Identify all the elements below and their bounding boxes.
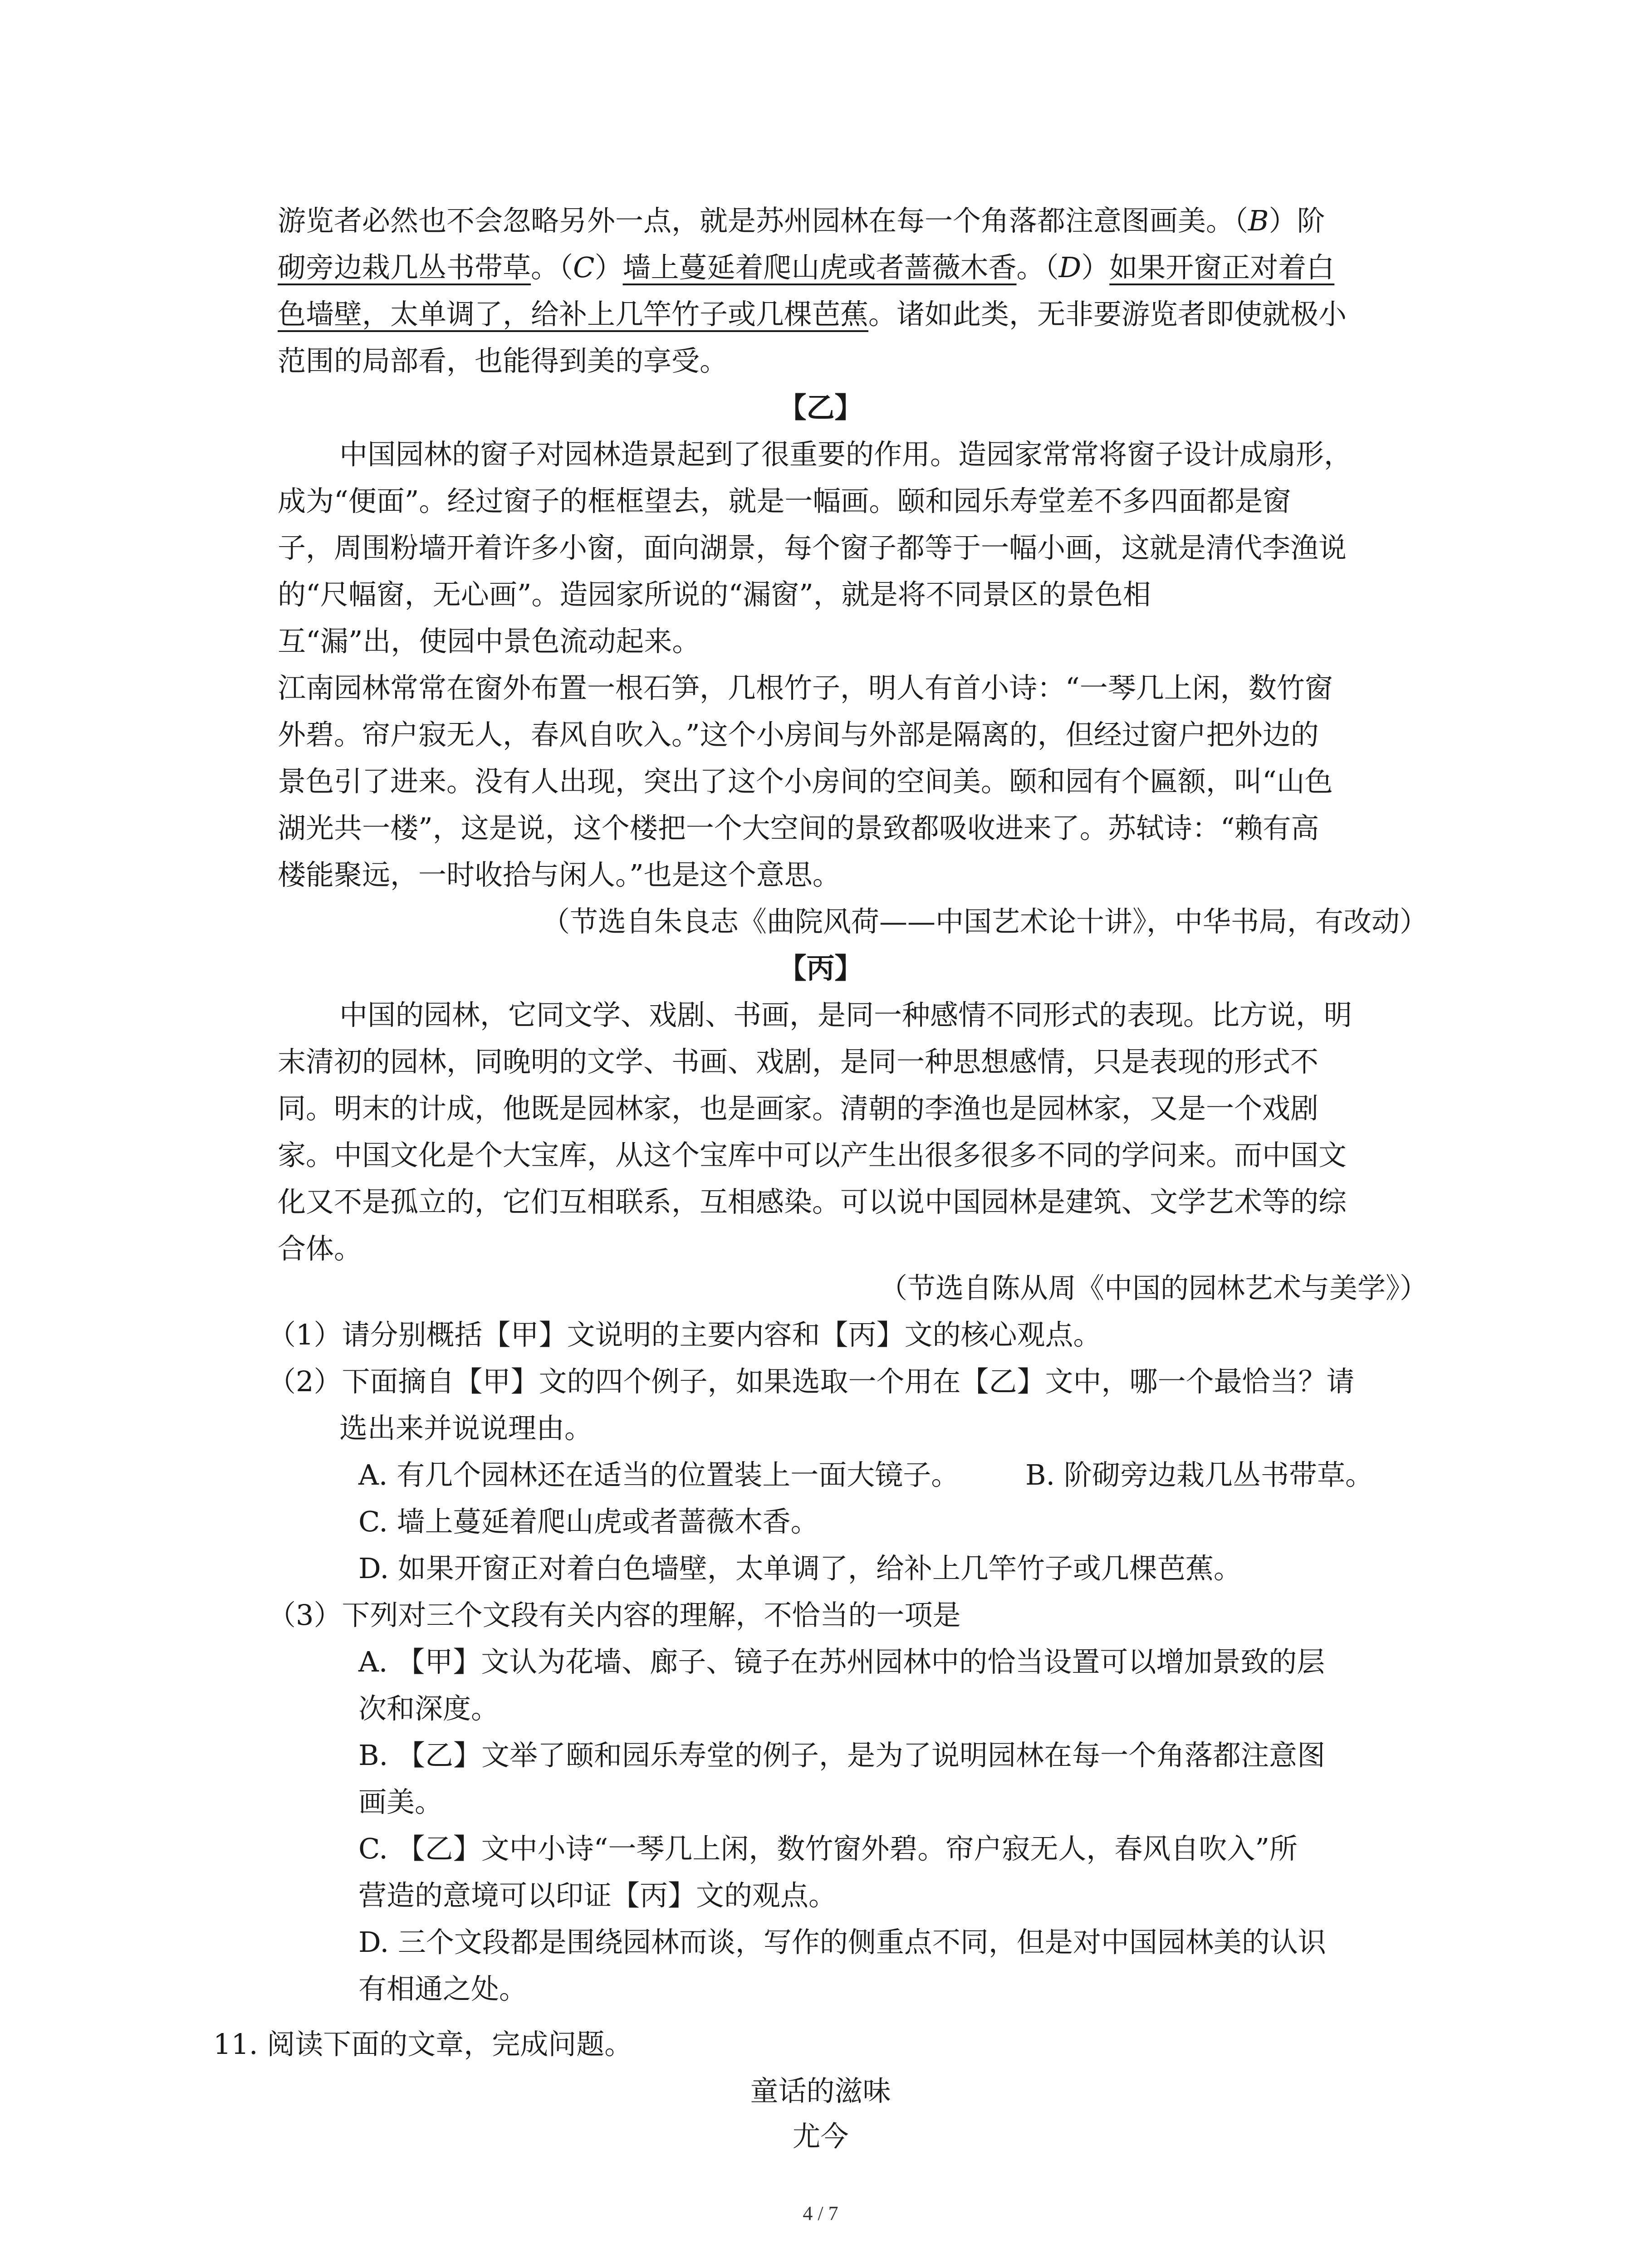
bing-line-5: 化又不是孤立的，它们互相联系，互相感染。可以说中国园林是建筑、文学艺术等的综 xyxy=(278,1185,1347,1218)
q3-option-b-line-2: 画美。 xyxy=(358,1785,443,1818)
q3-option-a-line-1: A. 【甲】文认为花墙、廊子、镜子在苏州园林中的恰当设置可以增加景致的层 xyxy=(358,1645,1325,1678)
article-title: 童话的滋味 xyxy=(750,2074,891,2107)
yi-line-7: 外碧。帘户寂无人，春风自吹入。”这个小房间与外部是隔离的，但经过窗户把外边的 xyxy=(278,718,1319,751)
jia-text: 。（ xyxy=(531,251,573,284)
jia-text: 游览者必然也不会忽略另外一点，就是苏州园林在每一个角落都注意图画美。（ xyxy=(278,204,1249,237)
jia-line-3 xyxy=(278,292,1347,337)
yi-line-10: 楼能聚远，一时收拾与闲人。”也是这个意思。 xyxy=(278,858,841,891)
question-2-line-2: 选出来并说说理由。 xyxy=(339,1412,593,1445)
bing-line-3: 同。明末的计成，他既是园林家，也是画家。清朝的李渔也是园林家，又是一个戏剧 xyxy=(278,1092,1319,1125)
yi-heading: 【乙】 xyxy=(778,391,863,424)
q2-option-b: B. 阶砌旁边栽几丛书带草。 xyxy=(1025,1458,1373,1491)
jia-text: 。诸如此类，无非要游览者即使就极小 xyxy=(868,298,1347,331)
q3-option-b-line-1: B. 【乙】文举了颐和园乐寿堂的例子，是为了说明园林在每一个角落都注意图 xyxy=(358,1739,1325,1772)
question-2-line-1: （2）下面摘自【甲】文的四个例子，如果选取一个用在【乙】文中，哪一个最恰当？请 xyxy=(268,1365,1355,1398)
q2-option-c: C. 墙上蔓延着爬山虎或者蔷薇木香。 xyxy=(358,1505,819,1538)
page-number: 4 / 7 xyxy=(803,2202,838,2224)
yi-line-5: 互“漏”出，使园中景色流动起来。 xyxy=(278,625,700,658)
yi-line-1: 中国园林的窗子对园林造景起到了很重要的作用。造园家常常将窗子设计成扇形， xyxy=(339,438,1352,471)
yi-line-2: 成为“便面”。经过窗子的框框望去，就是一幅画。颐和园乐寿堂差不多四面都是窗 xyxy=(278,484,1291,518)
yi-line-9: 湖光共一楼”，这是说，这个楼把一个大空间的景致都吸收进来了。苏轼诗：“赖有高 xyxy=(278,811,1319,845)
q3-option-d-line-2: 有相通之处。 xyxy=(358,1972,528,2005)
jia-text: ） xyxy=(594,251,623,284)
yi-line-8: 景色引了进来。没有人出现，突出了这个小房间的空间美。颐和园有个匾额，叫“山色 xyxy=(278,765,1333,798)
question-1: （1）请分别概括【甲】文说明的主要内容和【丙】文的核心观点。 xyxy=(268,1318,1102,1351)
underlined-example-d: 如果开窗正对着白 xyxy=(1109,251,1335,284)
jia-line-1 xyxy=(278,198,1325,244)
marker-d: D xyxy=(1058,251,1082,284)
yi-source: （节选自朱良志《曲院风荷——中国艺术论十讲》，中华书局，有改动） xyxy=(541,905,1428,938)
jia-line-2 xyxy=(278,245,1334,290)
q2-option-a: A. 有几个园林还在适当的位置装上一面大镜子。 xyxy=(358,1458,960,1491)
q2-option-d: D. 如果开窗正对着白色墙壁，太单调了，给补上几竿竹子或几棵芭蕉。 xyxy=(358,1552,1242,1585)
question-11-prompt: 11. 阅读下面的文章，完成问题。 xyxy=(213,2028,633,2061)
underlined-example-c: 墙上蔓延着爬山虎或者蔷薇木香 xyxy=(622,251,1017,284)
jia-text: ）阶 xyxy=(1269,204,1325,237)
bing-line-4: 家。中国文化是个大宝库，从这个宝库中可以产生出很多很多不同的学问来。而中国文 xyxy=(278,1139,1347,1172)
q3-option-c-line-1: C. 【乙】文中小诗“一琴几上闲，数竹窗外碧。帘户寂无人，春风自吹入”所 xyxy=(358,1832,1298,1865)
bing-source: （节选自陈从周《中国的园林艺术与美学》） xyxy=(879,1271,1428,1305)
q3-option-c-line-2: 营造的意境可以印证【丙】文的观点。 xyxy=(358,1879,837,1912)
bing-line-2: 末清初的园林，同晚明的文学、书画、戏剧，是同一种思想感情，只是表现的形式不 xyxy=(278,1045,1319,1078)
bing-line-1: 中国的园林，它同文学、戏剧、书画，是同一种感情不同形式的表现。比方说，明 xyxy=(339,998,1352,1031)
yi-line-6: 江南园林常常在窗外布置一根石笋，几根竹子，明人有首小诗：“一琴几上闲，数竹窗 xyxy=(278,671,1333,704)
jia-text: ） xyxy=(1081,251,1110,284)
bing-heading: 【丙】 xyxy=(778,952,863,985)
yi-line-4: 的“尺幅窗，无心画”。造园家所说的“漏窗”，就是将不同景区的景色相 xyxy=(278,578,1151,611)
underlined-example-d-cont: 色墙壁，太单调了，给补上几竿竹子或几棵芭蕉 xyxy=(278,298,869,331)
marker-c: C xyxy=(573,251,595,284)
q3-option-d-line-1: D. 三个文段都是围绕园林而谈，写作的侧重点不同，但是对中国园林美的认识 xyxy=(358,1926,1326,1959)
jia-text: 。（ xyxy=(1016,251,1059,284)
jia-line-4: 范围的局部看，也能得到美的享受。 xyxy=(278,344,728,377)
bing-line-6: 合体。 xyxy=(278,1232,362,1265)
q3-option-a-line-2: 次和深度。 xyxy=(358,1692,500,1725)
question-3: （3）下列对三个文段有关内容的理解，不恰当的一项是 xyxy=(268,1598,961,1632)
underlined-example-b: 砌旁边栽几丛书带草 xyxy=(278,251,531,284)
yi-line-3: 子，周围粉墙开着许多小窗，面向湖景，每个窗子都等于一幅小画，这就是清代李渔说 xyxy=(278,531,1347,564)
article-author: 尤今 xyxy=(792,2120,849,2153)
marker-b: B xyxy=(1248,204,1269,237)
